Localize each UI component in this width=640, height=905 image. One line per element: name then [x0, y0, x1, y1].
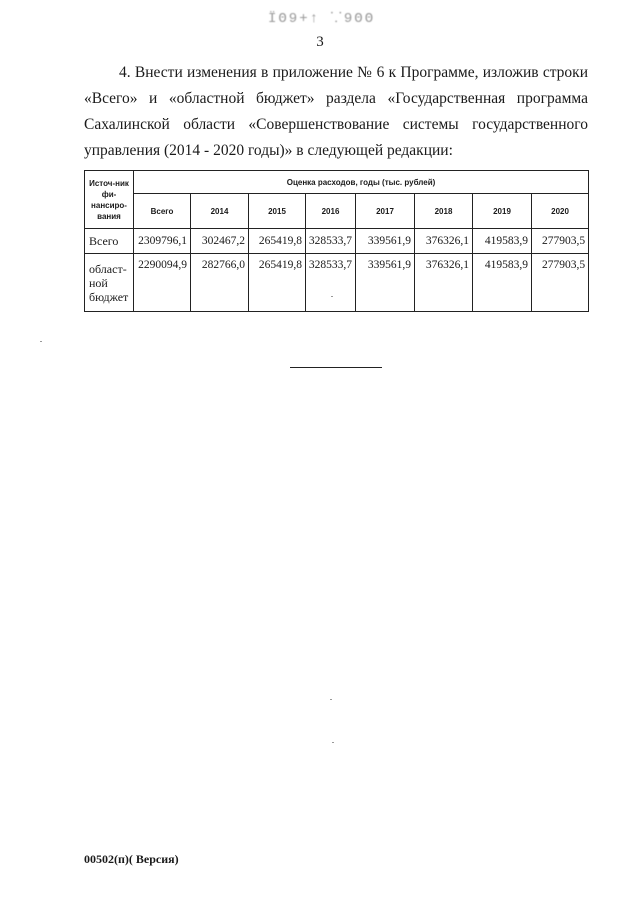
table-cell: 265419,8	[249, 229, 306, 254]
table-cell: 265419,8	[249, 254, 306, 312]
row-label: област-ной бюджет	[85, 254, 134, 312]
column-header: 2015	[249, 194, 306, 229]
table-cell: 2309796,1	[134, 229, 191, 254]
column-header: 2018	[415, 194, 473, 229]
table-row-total	[85, 229, 589, 254]
scan-speck	[330, 699, 332, 700]
scan-speck	[332, 742, 334, 743]
table-year-header-row	[85, 194, 589, 229]
table-cell: 277903,5	[532, 229, 589, 254]
estimate-header: Оценка расходов, годы (тыс. рублей)	[134, 171, 589, 194]
table-cell: 419583,9	[473, 229, 532, 254]
table-cell: 2290094,9	[134, 254, 191, 312]
column-header: 2016	[306, 194, 356, 229]
scan-speck	[331, 296, 333, 297]
table-cell: 302467,2	[191, 229, 249, 254]
table-cell: 282766,0	[191, 254, 249, 312]
page-number: 3	[316, 34, 324, 50]
column-header: Всего	[134, 194, 191, 229]
header-stamp: ÏΘ9+↑ ⸪9ΘΘ	[268, 11, 376, 27]
table-cell: 277903,5	[532, 254, 589, 312]
column-header: 2019	[473, 194, 532, 229]
table-cell: 339561,9	[356, 254, 415, 312]
table-cell: 328533,7	[306, 254, 356, 312]
amendment-paragraph: 4. Внести изменения в приложение № 6 к Программе, изложив строки «Всего» и «областной бюджет» раздела «Государственная программа Сахалинской области «Совершенствование системы государственного управления (2014 - 2020 годы)» в следующей редакции:	[84, 64, 588, 159]
table-cell: 328533,7	[306, 229, 356, 254]
source-column-header: Источ-ник фи-нансиро-вания	[85, 171, 134, 229]
table-cell: 339561,9	[356, 229, 415, 254]
column-header: 2020	[532, 194, 589, 229]
table-row-regional	[85, 254, 589, 312]
separator-line	[290, 367, 382, 368]
row-label: Всего	[85, 229, 134, 254]
table-cell: 376326,1	[415, 254, 473, 312]
table-header-row	[85, 171, 589, 194]
table-cell: 376326,1	[415, 229, 473, 254]
table-cell: 419583,9	[473, 254, 532, 312]
column-header: 2014	[191, 194, 249, 229]
scan-speck	[40, 341, 42, 342]
budget-table	[84, 170, 589, 312]
document-code: 00502(п)( Версия)	[84, 852, 179, 866]
column-header: 2017	[356, 194, 415, 229]
